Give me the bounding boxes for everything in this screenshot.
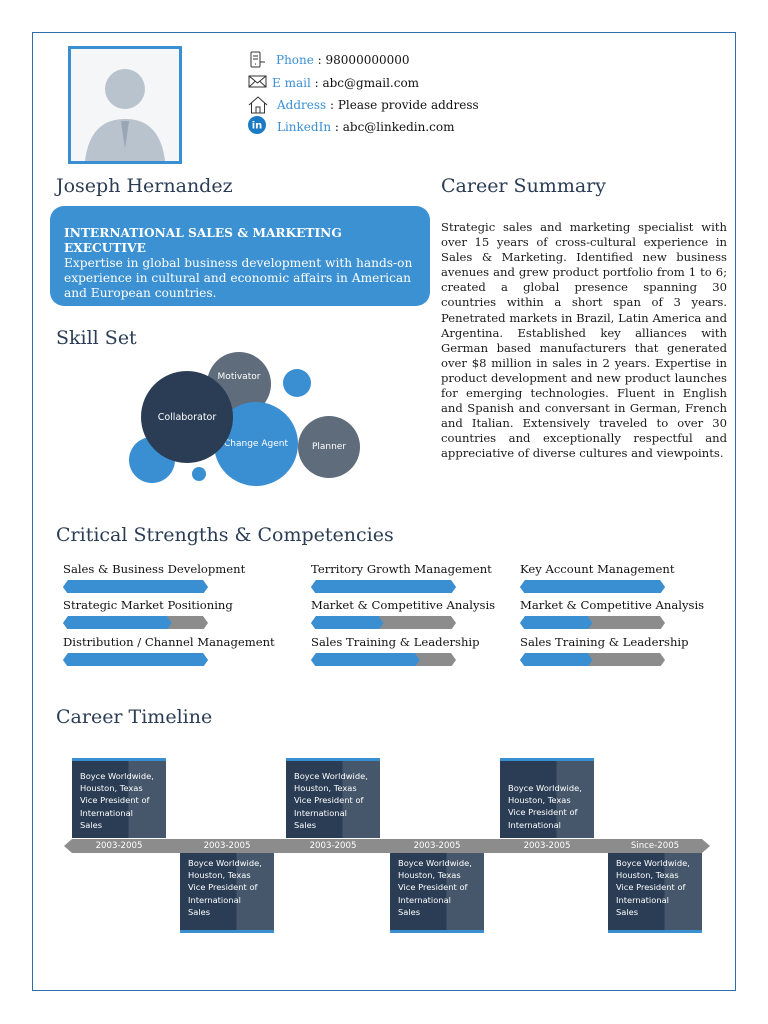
- timeline-date: 2003-2005: [413, 841, 461, 851]
- phone-value: 98000000000: [325, 53, 410, 67]
- timeline-card-line: Vice President of: [294, 795, 364, 806]
- competency-level-fill: [311, 616, 384, 629]
- contact-email: [250, 76, 419, 90]
- timeline-card: [286, 758, 380, 838]
- competency-label: Sales & Business Development: [63, 562, 246, 576]
- contact-separator: :: [331, 120, 343, 134]
- contact-separator: :: [310, 76, 323, 90]
- timeline-heading: Career Timeline: [56, 706, 213, 728]
- address-label: Address: [277, 98, 327, 112]
- timeline-date: 2003-2005: [203, 841, 251, 851]
- candidate-name: Joseph Hernandez: [56, 175, 233, 197]
- competency-level-bar: [63, 616, 208, 629]
- competency-level-bar: [520, 653, 665, 666]
- competencies-heading: Critical Strengths & Competencies: [56, 524, 394, 546]
- envelope-icon: [248, 74, 268, 90]
- home-icon: [248, 96, 268, 114]
- competency-label: Market & Competitive Analysis: [520, 598, 705, 612]
- skill-bubble-decor: [283, 369, 311, 397]
- competency-level-fill: [520, 616, 593, 629]
- timeline-card-line: International: [508, 819, 561, 830]
- competency-level-bar: [520, 616, 665, 629]
- timeline-card-line: Sales: [294, 819, 317, 830]
- skill-bubble-motivator: Motivator: [207, 352, 271, 416]
- competency-level-bar: [520, 580, 665, 593]
- profile-photo: [68, 46, 182, 164]
- email-value: abc@gmail.com: [322, 76, 420, 90]
- competency-level-bar: [311, 616, 456, 629]
- competency-label: Sales Training & Leadership: [520, 635, 689, 649]
- timeline-card-line: International: [294, 807, 347, 818]
- timeline-card-line: Boyce Worldwide,: [398, 858, 472, 868]
- career-summary-heading: Career Summary: [441, 175, 606, 197]
- career-summary-text: Strategic sales and marketing specialist with over 15 years of cross-cultural experience in Sales & Marketing. Identified new business avenues and grew product portfolio from 1 to 6; created a global presence spanning 30 countries within a short span of 3 years. Penetrated markets in Brazil, Latin America and Argentina. Established key alliances with German based manufacturers that generated over $8 million in sales in 2 years. Expertise in product development and new product launches for emerging technologies. Fluent in English and Spanish and conversant in German, French and Italian. Extensively traveled to over 30 countries and exceptionally respectful and appreciative of diverse cultures and viewpoints.: [441, 220, 727, 461]
- svg-text:in: in: [251, 120, 263, 132]
- phone-label: Phone: [276, 53, 314, 67]
- timeline-card-line: Boyce Worldwide,: [80, 771, 154, 781]
- skill-bubble-decor: [192, 467, 206, 481]
- competency-level-fill: [311, 653, 420, 666]
- competency-label: Sales Training & Leadership: [311, 635, 480, 649]
- executive-summary-box: [50, 206, 430, 306]
- address-value: Please provide address: [337, 98, 479, 112]
- timeline-date: 2003-2005: [95, 841, 143, 851]
- timeline-card-line: Vice President of: [508, 807, 578, 818]
- competency-level-fill: [311, 580, 456, 593]
- executive-text: Expertise in global business development with hands-on experience in cultural and economic affairs in American and European countries.: [64, 256, 413, 300]
- timeline-card-line: Houston, Texas: [398, 870, 461, 881]
- timeline-card-line: Boyce Worldwide,: [616, 858, 690, 868]
- timeline-card-line: International: [80, 807, 133, 818]
- timeline-card-line: Sales: [80, 819, 103, 830]
- executive-title: INTERNATIONAL SALES & MARKETING EXECUTIVE: [64, 226, 342, 255]
- timeline-card-line: Vice President of: [188, 882, 258, 893]
- competency-label: Market & Competitive Analysis: [311, 598, 496, 612]
- competency-level-fill: [63, 653, 208, 666]
- timeline-card-line: Boyce Worldwide,: [294, 771, 368, 781]
- contact-separator: :: [313, 53, 326, 67]
- timeline-card-line: International: [398, 894, 451, 905]
- skill-set-heading: Skill Set: [56, 327, 137, 349]
- competency-level-bar: [311, 653, 456, 666]
- timeline-card: [500, 758, 594, 838]
- competency-level-bar: [63, 653, 208, 666]
- competency-level-bar: [63, 580, 208, 593]
- timeline-card-line: Vice President of: [80, 795, 150, 806]
- timeline-card: [390, 853, 484, 933]
- competency-label: Strategic Market Positioning: [63, 598, 233, 612]
- linkedin-value: abc@linkedin.com: [342, 120, 455, 134]
- timeline-date: 2003-2005: [309, 841, 357, 851]
- skill-bubble-change-agent: Change Agent: [214, 402, 298, 486]
- timeline-card-line: Sales: [188, 906, 211, 917]
- timeline-date: 2003-2005: [523, 841, 571, 851]
- competency-label: Key Account Management: [520, 562, 675, 576]
- email-label: E mail: [272, 76, 311, 90]
- linkedin-label: LinkedIn: [277, 120, 332, 134]
- skill-bubble-collaborator: Collaborator: [141, 371, 233, 463]
- avatar-placeholder-icon: [71, 49, 179, 161]
- phone-icon: [248, 51, 266, 69]
- timeline-card-line: International: [188, 894, 241, 905]
- timeline-card-line: Vice President of: [398, 882, 468, 893]
- timeline-card-line: Sales: [398, 906, 421, 917]
- timeline-card-line: Vice President of: [616, 882, 686, 893]
- contact-separator: :: [326, 98, 338, 112]
- contact-phone: [250, 53, 410, 67]
- timeline-card: [72, 758, 166, 838]
- competency-level-bar: [311, 580, 456, 593]
- timeline-card-line: Houston, Texas: [80, 783, 143, 794]
- contact-linkedin: [250, 120, 454, 134]
- linkedin-icon: [248, 116, 268, 136]
- competency-level-fill: [520, 580, 665, 593]
- competency-label: Distribution / Channel Management: [63, 635, 275, 649]
- timeline-card-line: Boyce Worldwide,: [188, 858, 262, 868]
- timeline-card: [608, 853, 702, 933]
- competency-level-fill: [63, 616, 172, 629]
- competency-label: Territory Growth Management: [311, 562, 492, 576]
- timeline-date: Since-2005: [630, 841, 680, 851]
- timeline-card: [180, 853, 274, 933]
- timeline-card-line: Sales: [616, 906, 639, 917]
- timeline-card-line: Houston, Texas: [508, 795, 571, 806]
- timeline-card-line: Houston, Texas: [294, 783, 357, 794]
- competency-level-fill: [63, 580, 208, 593]
- timeline-card-line: Houston, Texas: [188, 870, 251, 881]
- contact-address: [250, 98, 479, 112]
- skill-bubble-planner: Planner: [298, 416, 360, 478]
- timeline-card-line: Boyce Worldwide,: [508, 783, 582, 793]
- timeline-card-line: International: [616, 894, 669, 905]
- timeline-card-line: Houston, Texas: [616, 870, 679, 881]
- competency-level-fill: [520, 653, 593, 666]
